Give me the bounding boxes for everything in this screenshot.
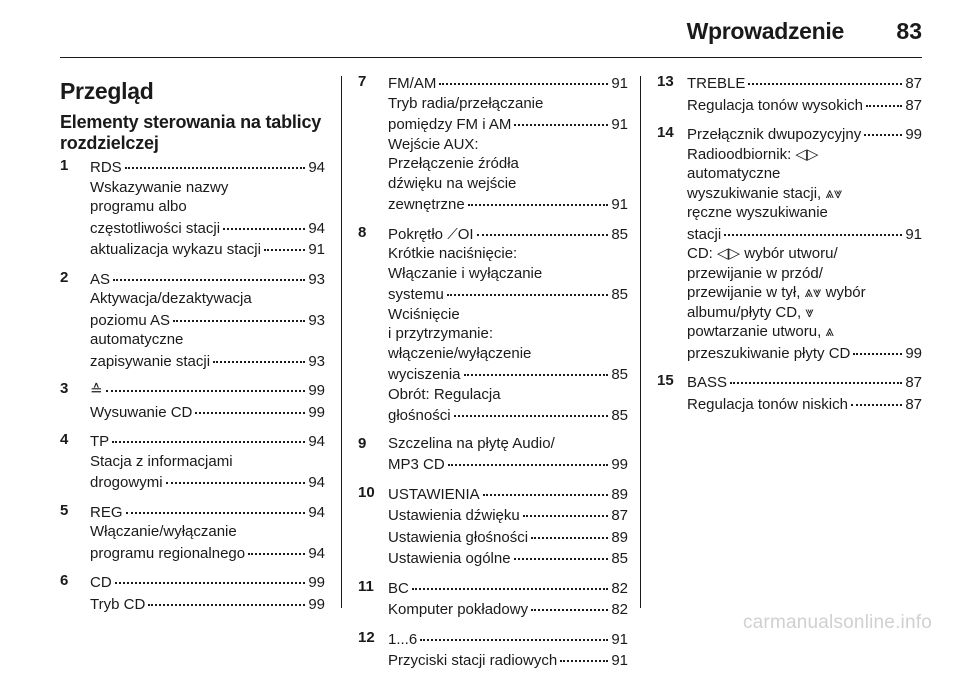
- page-reference: 91: [611, 652, 628, 669]
- entry-text: dźwięku na wejście: [388, 174, 517, 192]
- entry-line: [388, 223, 628, 245]
- page-reference: 94: [308, 159, 325, 176]
- entry-text: przewijanie w przód/: [687, 264, 823, 282]
- entry-line: [90, 238, 325, 260]
- page-reference: 87: [905, 75, 922, 92]
- page-reference: 99: [611, 456, 628, 473]
- page-reference: 85: [611, 225, 628, 243]
- entry-line: [388, 363, 628, 385]
- entry-text: Regulacja tonów wysokich: [687, 96, 863, 114]
- entry-text: wyciszenia: [388, 366, 461, 383]
- index-entry: [358, 72, 628, 215]
- entry-list: [358, 72, 628, 671]
- entry-line: [388, 404, 628, 426]
- page-reference: 91: [905, 225, 922, 243]
- entry-text: systemu: [388, 286, 444, 303]
- dot-leader: [148, 590, 305, 606]
- entry-text: Ustawienia głośności: [388, 528, 529, 546]
- entry-text: Przełączenie źródła: [388, 155, 519, 172]
- entry-list: [60, 156, 325, 614]
- dot-leader: [514, 110, 608, 126]
- entry-line: [90, 471, 325, 493]
- entry-text: drogowymi: [90, 474, 163, 491]
- entry-text: Wskazywanie nazwy: [90, 178, 229, 196]
- page-reference: 99: [308, 403, 325, 421]
- dot-leader: [448, 450, 609, 466]
- entry-number: 13: [657, 73, 674, 90]
- page-reference: 99: [308, 574, 325, 591]
- entry-line: [388, 598, 628, 620]
- entry-text: Ustawienia ogólne: [388, 550, 511, 567]
- entry-text: Tryb radia/przełączanie: [388, 94, 544, 112]
- dot-leader: [853, 339, 902, 355]
- entry-line: [388, 283, 628, 305]
- entry-number: 10: [358, 483, 375, 501]
- entry-text: poziomu AS: [90, 311, 171, 329]
- watermark: carmanualsonline.info: [742, 612, 932, 633]
- entry-text: Wciśnięcie: [388, 305, 460, 323]
- entry-text: Krótkie naciśnięcie:: [388, 245, 518, 262]
- column-2: [358, 72, 628, 679]
- page-reference: 87: [905, 96, 922, 114]
- dot-leader: [864, 120, 902, 136]
- entry-text: automatyczne: [687, 165, 781, 182]
- entry-line: [90, 593, 325, 615]
- entry-line: [90, 430, 325, 452]
- dot-leader: [468, 190, 609, 206]
- page-reference: 82: [611, 579, 628, 597]
- entry-text: częstotliwości stacji: [90, 219, 221, 237]
- entry-body: [388, 223, 628, 426]
- page-reference: 85: [611, 407, 628, 424]
- entry-text: Przyciski stacji radiowych: [388, 652, 558, 669]
- dot-leader: [213, 347, 305, 363]
- entry-text: Ustawienia dźwięku: [388, 507, 520, 524]
- entry-number: 3: [60, 380, 69, 397]
- entry-text: BASS: [687, 374, 728, 391]
- page-reference: 93: [308, 311, 325, 329]
- dot-leader: [126, 498, 306, 514]
- entry-number: 15: [657, 372, 674, 389]
- entry-body: [388, 483, 628, 569]
- entry-text: Tryb CD: [90, 595, 146, 613]
- index-entry: [60, 501, 325, 564]
- dot-leader: [264, 235, 305, 251]
- entry-body: [90, 156, 325, 260]
- entry-text: wyszukiwanie stacji, ⩓⩔: [687, 184, 843, 202]
- page-reference: 99: [905, 344, 922, 362]
- entry-line: [687, 244, 922, 264]
- index-entry: [60, 571, 325, 614]
- entry-text: automatyczne: [90, 331, 184, 348]
- page-number: 83: [896, 18, 922, 44]
- entry-line: [687, 145, 922, 165]
- index-entry: [657, 123, 922, 363]
- entry-line: [90, 401, 325, 423]
- entry-text: powtarzanie utworu, ⩓: [687, 323, 834, 340]
- index-entry: [657, 371, 922, 414]
- dot-leader: [223, 214, 305, 230]
- dot-leader: [420, 625, 608, 641]
- page-reference: 91: [611, 196, 628, 213]
- entry-line: [687, 283, 922, 303]
- dot-leader: [112, 427, 305, 443]
- entry-line: [687, 393, 922, 415]
- page-reference: 99: [905, 126, 922, 143]
- entry-text: Stacja z informacjami: [90, 452, 233, 470]
- entry-text: ≙: [90, 382, 103, 399]
- dot-leader: [851, 390, 902, 406]
- entry-text: RDS: [90, 159, 122, 176]
- entry-line: [90, 309, 325, 331]
- entry-body: [388, 577, 628, 620]
- dot-leader: [730, 368, 902, 384]
- dot-leader: [483, 480, 609, 496]
- entry-line: [90, 178, 325, 198]
- entry-body: [90, 430, 325, 493]
- entry-text: pomiędzy FM i AM: [388, 116, 512, 133]
- entry-text: CD: [90, 574, 112, 591]
- page-reference: 85: [611, 550, 628, 567]
- entry-text: AS: [90, 270, 111, 288]
- entry-text: CD: ◁▷ wybór utworu/: [687, 245, 838, 262]
- entry-text: MP3 CD: [388, 456, 445, 473]
- entry-line: [388, 72, 628, 94]
- dot-leader: [514, 544, 609, 560]
- page-reference: 93: [308, 270, 325, 288]
- page-reference: 99: [308, 382, 325, 399]
- page-reference: 85: [611, 366, 628, 383]
- entry-line: [388, 649, 628, 671]
- page-reference: 89: [611, 485, 628, 503]
- dot-leader: [523, 501, 609, 517]
- entry-line: [388, 113, 628, 135]
- entry-text: USTAWIENIA: [388, 485, 480, 503]
- dot-leader: [106, 376, 306, 392]
- entry-line: [388, 547, 628, 569]
- page-reference: 91: [611, 75, 628, 92]
- entry-line: [90, 156, 325, 178]
- page-reference: 91: [611, 630, 628, 648]
- entry-text: TREBLE: [687, 75, 746, 92]
- entry-text: aktualizacja wykazu stacji: [90, 241, 261, 258]
- entry-body: [388, 434, 628, 475]
- entry-body: [90, 571, 325, 614]
- index-entry: [358, 223, 628, 426]
- entry-line: [687, 164, 922, 184]
- dot-leader: [195, 398, 305, 414]
- entry-text: włączenie/wyłączenie: [388, 344, 532, 362]
- column-divider: [640, 76, 641, 608]
- page-reference: 87: [611, 507, 628, 524]
- dot-leader: [412, 574, 608, 590]
- dot-leader: [439, 69, 608, 85]
- entry-number: 9: [358, 434, 367, 452]
- page-reference: 94: [308, 503, 325, 521]
- entry-text: i przytrzymanie:: [388, 325, 494, 342]
- dot-leader: [454, 401, 609, 417]
- index-entry: [358, 628, 628, 671]
- entry-text: Wysuwanie CD: [90, 403, 193, 421]
- header-rule: [60, 57, 922, 58]
- entry-number: 14: [657, 124, 674, 141]
- entry-text: zewnętrzne: [388, 196, 465, 213]
- entry-text: Komputer pokładowy: [388, 601, 529, 618]
- dot-leader: [531, 595, 608, 611]
- entry-body: [90, 501, 325, 564]
- page-reference: 87: [905, 395, 922, 413]
- page-reference: 94: [308, 544, 325, 562]
- page-reference: 94: [308, 433, 325, 450]
- entry-text: zapisywanie stacji: [90, 352, 211, 370]
- dot-leader: [477, 220, 609, 236]
- entry-text: Radioodbiornik: ◁▷: [687, 145, 819, 163]
- entry-line: [388, 244, 628, 264]
- entry-line: [687, 342, 922, 364]
- page-reference: 93: [308, 352, 325, 370]
- entry-body: [90, 379, 325, 422]
- page-reference: 91: [308, 241, 325, 258]
- entry-number: 4: [60, 431, 69, 448]
- entry-text: Wejście AUX:: [388, 135, 479, 153]
- dot-leader: [166, 468, 306, 484]
- entry-line: [388, 154, 628, 174]
- page-reference: 82: [611, 601, 628, 618]
- dot-leader: [866, 91, 902, 107]
- running-header-title: Wprowadzenie: [686, 18, 844, 44]
- dot-leader: [560, 646, 608, 662]
- entry-text: Przełącznik dwupozycyjny: [687, 126, 862, 143]
- entry-text: 1...6: [388, 630, 418, 648]
- entry-number: 2: [60, 268, 69, 286]
- entry-line: [90, 501, 325, 523]
- entry-text: REG: [90, 503, 123, 521]
- dot-leader: [113, 265, 305, 281]
- entry-line: [90, 350, 325, 372]
- entry-line: [388, 453, 628, 475]
- entry-line: [90, 268, 325, 290]
- column-divider: [341, 76, 342, 608]
- entry-line: [388, 135, 628, 155]
- entry-text: FM/AM: [388, 75, 437, 92]
- entry-text: BC: [388, 579, 409, 597]
- entry-number: 5: [60, 501, 69, 519]
- entry-text: Regulacja tonów niskich: [687, 395, 848, 413]
- dot-leader: [173, 306, 305, 322]
- entry-text: Pokrętło ⟋OI: [388, 225, 474, 243]
- page-reference: 91: [611, 116, 628, 133]
- index-entry: [358, 577, 628, 620]
- entry-body: [687, 371, 922, 414]
- index-entry: [358, 434, 628, 475]
- entry-line: [687, 184, 922, 204]
- entry-list: [657, 72, 922, 414]
- page-reference: 87: [905, 374, 922, 391]
- page-reference: 85: [611, 286, 628, 303]
- index-entry: [60, 430, 325, 493]
- entry-line: [388, 324, 628, 344]
- entry-text: Włączanie/wyłączanie: [90, 523, 237, 540]
- subsection-title: Elementy sterowania na tablicy rozdzielczej: [60, 112, 322, 153]
- entry-line: [687, 303, 922, 323]
- entry-number: 7: [358, 73, 367, 90]
- dot-leader: [531, 523, 608, 539]
- page-reference: 99: [308, 595, 325, 613]
- entry-text: głośności: [388, 407, 451, 424]
- column-3: [657, 72, 922, 422]
- entry-text: programu regionalnego: [90, 544, 246, 562]
- entry-number: 12: [358, 628, 375, 646]
- index-entry: [60, 268, 325, 372]
- page-reference: 94: [308, 219, 325, 237]
- section-title: Przegląd: [60, 78, 154, 104]
- dot-leader: [125, 153, 306, 169]
- entry-text: stacji: [687, 225, 722, 243]
- dot-leader: [447, 280, 608, 296]
- entry-text: Szczelina na płytę Audio/: [388, 434, 555, 452]
- index-entry: [358, 483, 628, 569]
- entry-body: [388, 72, 628, 215]
- entry-line: [90, 542, 325, 564]
- dot-leader: [115, 568, 306, 584]
- entry-body: [687, 72, 922, 115]
- entry-line: [388, 305, 628, 325]
- entry-text: programu albo: [90, 198, 187, 215]
- dot-leader: [464, 360, 609, 376]
- entry-text: albumu/płyty CD, ⩔: [687, 303, 814, 321]
- entry-line: [687, 123, 922, 145]
- page-reference: 94: [308, 474, 325, 491]
- entry-body: [90, 268, 325, 372]
- entry-text: przewijanie w tył, ⩓⩔ wybór: [687, 284, 866, 301]
- entry-number: 8: [358, 223, 367, 241]
- index-entry: [60, 379, 325, 422]
- entry-text: Aktywacja/dezaktywacja: [90, 290, 252, 307]
- column-1: [60, 72, 325, 622]
- entry-text: przeszukiwanie płyty CD: [687, 344, 851, 362]
- dot-leader: [248, 539, 305, 555]
- dot-leader: [724, 220, 902, 236]
- dot-leader: [748, 69, 902, 85]
- page-reference: 89: [611, 528, 628, 546]
- entry-line: [687, 223, 922, 245]
- entry-number: 6: [60, 572, 69, 589]
- entry-body: [388, 628, 628, 671]
- entry-text: ręczne wyszukiwanie: [687, 204, 828, 221]
- entry-line: [687, 94, 922, 116]
- index-entry: [657, 72, 922, 115]
- entry-line: [687, 264, 922, 284]
- entry-line: [388, 193, 628, 215]
- entry-text: TP: [90, 433, 110, 450]
- entry-text: Włączanie i wyłączanie: [388, 264, 543, 282]
- index-entry: [60, 156, 325, 260]
- entry-number: 11: [358, 577, 374, 595]
- entry-body: [687, 123, 922, 363]
- entry-text: Obrót: Regulacja: [388, 385, 501, 403]
- entry-number: 1: [60, 157, 69, 174]
